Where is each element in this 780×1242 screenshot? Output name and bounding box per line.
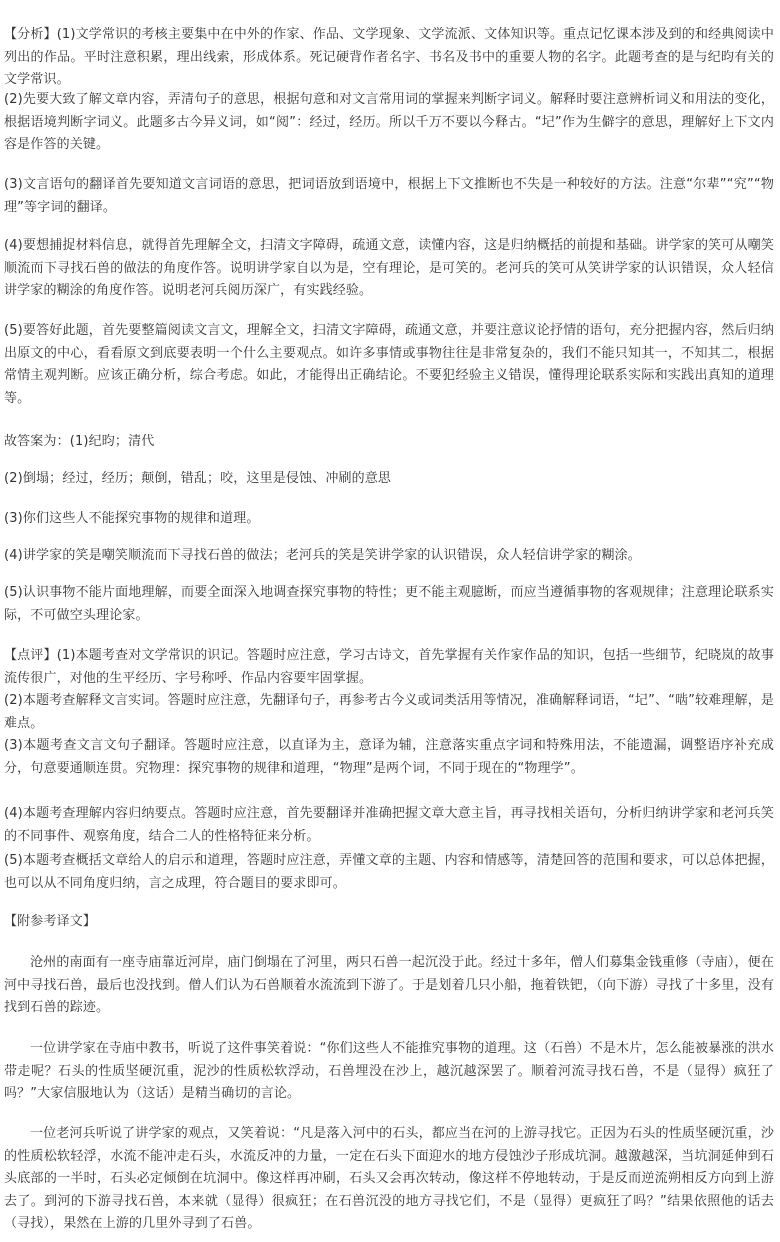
answer-2: (2)倒塌；经过，经历；颠倒，错乱；咬，这里是侵蚀、冲刷的意思 xyxy=(4,471,392,486)
answer-4: (4)讲学家的笑是嘲笑顺流而下寻找石兽的做法；老河兵的笑是笑讲学家的认识错误，众人轻信讲学家的糊涂。 xyxy=(4,548,641,563)
analysis-part-5: (5)要答好此题，首先要整篇阅读文言文，理解全文，扫清文字障碍，疏通文意，并要注意议论抒情的语句，充分把握内容，然后归纳出原文的中心，看看原文到底要表明一个什么主要观点。如许多事情或事物往往是非常复杂的，我们不能只知其一，不知其二，根据常情主观判断。应该正确分析，综合考虑。如此，才能得出正确结论。不要犯经验主义错误，懂得理论联系实际和实践出真知的道理等。 xyxy=(4,323,774,406)
translation-paragraph-1: 沧州的南面有一座寺庙靠近河岸，庙门倒塌在了河里，两只石兽一起沉没于此。经过十多年，僧人们募集金钱重修（寺庙），便在河中寻找石兽，最后也没找到。僧人们认为石兽顺着水流流到下游了。于是划着几只小船，拖着铁钯，（向下游）寻找了十多里，没有找到石兽的踪迹。 xyxy=(4,955,774,1015)
answer-intro: 故答案为：(1)纪昀；清代 xyxy=(4,434,155,449)
analysis-part-4: (4)要想捕捉材料信息，就得首先理解全文，扫清文字障碍，疏通文意，读懂内容，这是归纳概括的前提和基础。讲学家的笑可从嘲笑顺流而下寻找石兽的做法的角度作答。说明讲学家自以为是，空有理论，是可笑的。老河兵的笑可从笑讲学家的认识错误，众人轻信讲学家的糊涂的角度作答。说明老河兵阅历深广，有实践经验。 xyxy=(4,238,774,298)
analysis-part-2: (2)先要大致了解文章内容，弄清句子的意思，根据句意和对文言常用词的掌握来判断字词义。解释时要注意辨析词义和用法的变化，根据语境判断字词义。此题多古今异义词，如“阅”：经过，经历。所以千万不要以今释古。“圮”作为生僻字的意思，理解好上下文内容是作答的关键。 xyxy=(4,92,774,152)
comment-part-5: (5)本题考查概括文章给人的启示和道理，答题时应注意，弄懂文章的主题、内容和情感等，清楚回答的范围和要求，可以总体把握，也可以从不同角度归纳，言之成理，符合题目的要求即可。 xyxy=(4,853,774,891)
comment-part-3: (3)本题考查文言文句子翻译。答题时应注意，以直译为主，意译为辅，注意落实重点字词和特殊用法，不能遗漏，调整语序补充成分，句意要通顺连贯。究物理：探究事物的规律和道理，“物理”是两个词，不同于现在的“物理学”。 xyxy=(4,738,774,776)
answer-3: (3)你们这些人不能探究事物的规律和道理。 xyxy=(4,511,260,526)
comment-part-4: (4)本题考查理解内容归纳要点。答题时应注意，首先要翻译并准确把握文章大意主旨，再寻找相关语句，分析归纳讲学家和老河兵笑的不同事件、观察角度，结合二人的性格特征来分析。 xyxy=(4,806,774,844)
comment-part-1: 【点评】(1)本题考查对文学常识的识记。答题时应注意，学习古诗文，首先掌握有关作家作品的知识，包括一些细节，纪晓岚的故事流传很广，对他的生平经历、字号称呼、作品内容要牢固掌握。 xyxy=(4,648,774,686)
analysis-part-3: (3)文言语句的翻译首先要知道文言词语的意思，把词语放到语境中，根据上下文推断也不失是一种较好的方法。注意“尔辈”“究”“物理”等字词的翻译。 xyxy=(4,177,774,215)
answer-5: (5)认识事物不能片面地理解，而要全面深入地调查探究事物的特性；更不能主观臆断，而应当遵循事物的客观规律；注意理论联系实际，不可做空头理论家。 xyxy=(4,585,774,623)
translation-heading: 【附参考译文】 xyxy=(4,914,97,929)
analysis-part-1: 【分析】(1)文学常识的考核主要集中在中外的作家、作品、文学现象、文学流派、文体知识等。重点记忆课本涉及到的和经典阅读中列出的作品。平时注意积累，理出线索，形成体系。死记硬背作者名字、书名及书中的重要人物的名字。此题考查的是与纪昀有关的文学常识。 xyxy=(4,27,774,87)
translation-paragraph-3: 一位老河兵听说了讲学家的观点，又笑着说：“凡是落入河中的石头，都应当在河的上游寻找它。正因为石头的性质坚硬沉重，沙的性质松软轻浮，水流不能冲走石头，水流反冲的力量，一定在石头下面迎水的地方侵蚀沙子形成坑洞。越激越深，当坑洞延伸到石头底部的一半时，石头必定倾倒在坑洞中。像这样再冲刷，石头又会再次转动，像这样不停地转动，于是反而逆流朔相反方向到上游去了。到河的下游寻找石兽，本来就（显得）很疯狂；在石兽沉没的地方寻找它们，不是（显得）更疯狂了吗？”结果依照他的话去（寻找），果然在上游的几里外寻到了石兽。 xyxy=(4,1126,774,1231)
translation-paragraph-2: 一位讲学家在寺庙中教书，听说了这件事笑着说：“你们这些人不能推究事物的道理。这（石兽）不是木片，怎么能被暴涨的洪水带走呢？石头的性质坚硬沉重，泥沙的性质松软浮动，石兽埋没在沙上，越沉越深罢了。顺着河流寻找石兽，不是（显得）疯狂了吗？”大家信服地认为（这话）是精当确切的言论。 xyxy=(4,1041,774,1101)
comment-part-2: (2)本题考查解释文言实词。答题时应注意，先翻译句子，再参考古今义或词类活用等情况，准确解释词语，“圮”、“啮”较难理解，是难点。 xyxy=(4,693,774,731)
